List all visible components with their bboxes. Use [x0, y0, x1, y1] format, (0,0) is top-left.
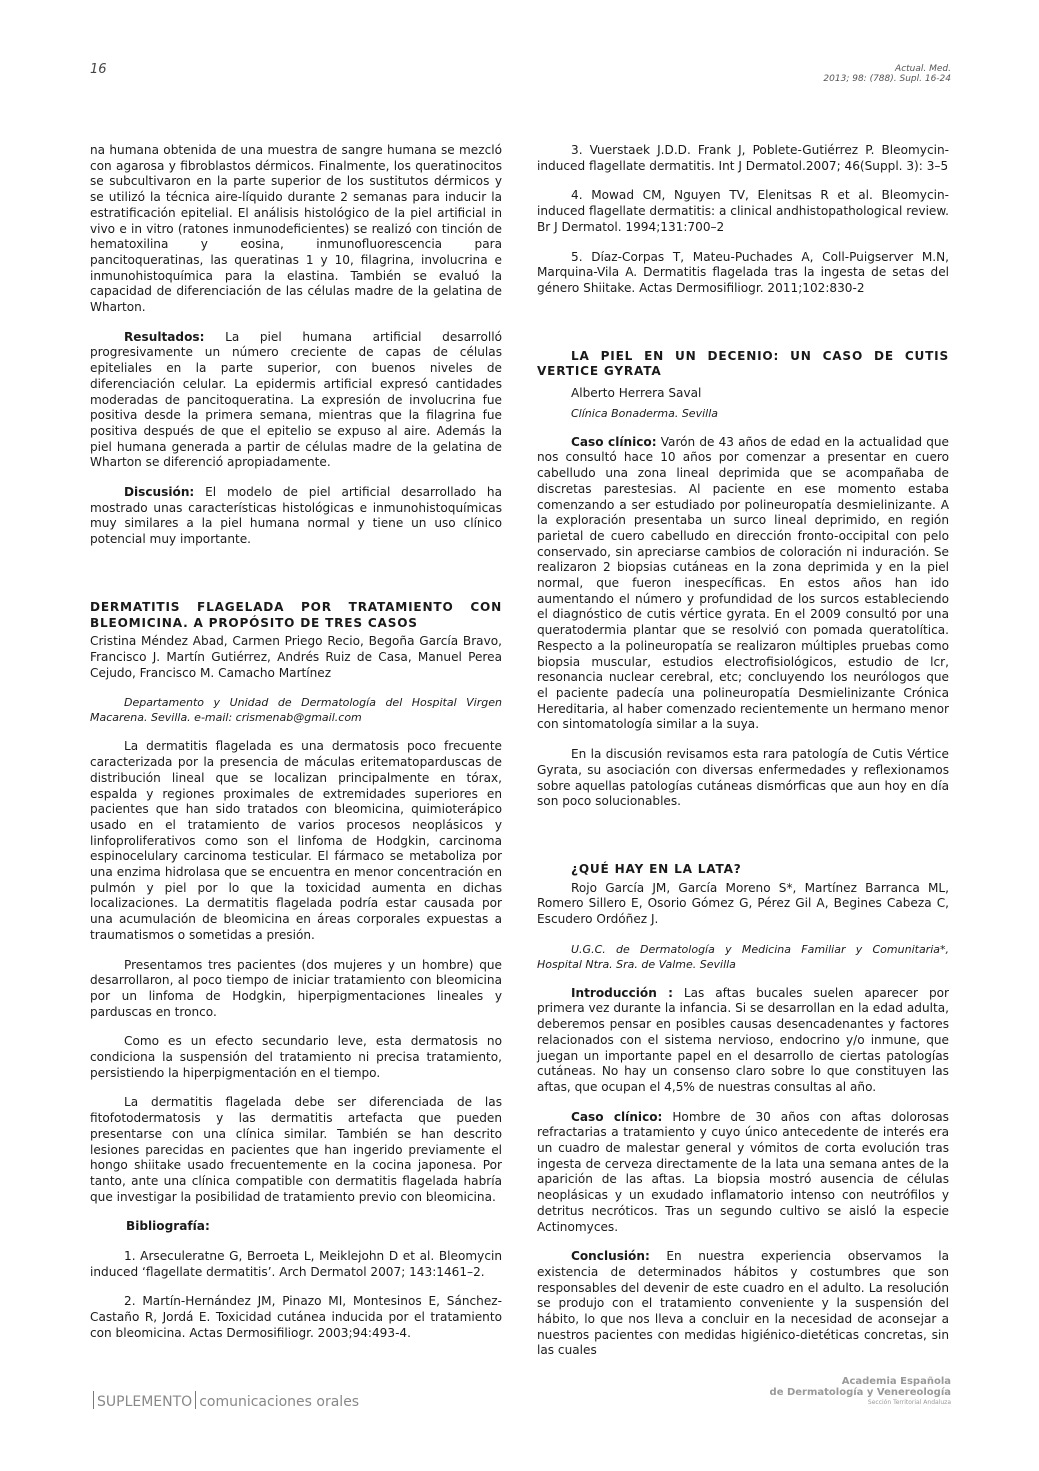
dermatitis-paragraph-2: Presentamos tres pacientes (dos mujeres y un hombre) que desarrollaron, al poco tiempo de iniciar tratamiento con bleomicina por un linfoma de Hodgkin, hiperpigmentaciones lineales y parduscas en tronco.	[90, 957, 502, 1019]
lata-case-paragraph	[537, 1110, 949, 1236]
journal-name: Actual. Med.	[895, 64, 951, 74]
lata-intro-paragraph	[537, 986, 949, 1096]
intro-text: Las aftas bucales suelen aparecer por primera vez durante la infancia. Si se desarrollan en la edad adulta, deberemos pensar en posibles causas desencadenantes y factores relacionados con el sistema nervioso, endocrino y/o inmune, que juegan un importante papel en el desarrollo de ciertas patologías cutáneas. No hay un consenso claro sobre lo que constituyen las aftas, que ocupan el 4,5% de nuestras consultas al año.	[537, 985, 949, 1094]
article-author-cutis: Alberto Herrera Saval	[571, 386, 702, 401]
article-title-dermatitis: DERMATITIS FLAGELADA POR TRATAMIENTO CON BLEOMICINA. A PROPÓSITO DE TRES CASOS	[90, 599, 502, 630]
footer-oral-communications: comunicaciones orales	[199, 1394, 360, 1410]
article-title-cutis: LA PIEL EN UN DECENIO: UN CASO DE CUTIS VERTICE GYRATA	[537, 348, 949, 379]
bibliography-heading: Bibliografía:	[126, 1219, 210, 1234]
case2-label: Caso clínico:	[571, 1109, 663, 1124]
conclusion-text: En nuestra experiencia observamos la existencia de determinados hábitos y costumbres que son responsables del devenir de este cuadro en el adulto. La resolución se produjo con el tratamiento conveniente y la suspensión del hábito, lo que nos lleva a concluir en la necesidad de aconsejar a nuestros pacientes con medidas higiénico-dietéticas concretas, sin las cuales	[537, 1249, 949, 1358]
article-affiliation-dermatitis: Departamento y Unidad de Dermatología del Hospital Virgen Macarena. Sevilla. e-mail: crismenab@gmail.com	[90, 696, 502, 725]
discussion-text: El modelo de piel artificial desarrollado ha mostrado unas características histológicas e inmunohistoquímicas muy similares a la piel humana normal y tiene un uso clínico potencial muy importante.	[90, 485, 502, 547]
dermatitis-paragraph-1: La dermatitis flagelada es una dermatosis poco frecuente caracterizada por la presencia de máculas eritematoparduscas de distribución lineal que se localizan principalmente en tórax, espalda y regiones proximales de extremidades superiores en pacientes que han sido tratados con bleomicina, quimioterápico usado en el tratamiento de varios procesos neoplásicos y linfoproliferativos como son el linfoma de Hodgkin, carcinoma espinocelulary carcinoma testicular. El fármaco se metaboliza por una enzima hidrolasa que se encuentra en menor concentración en pulmón y piel por lo que la toxicidad aumenta en dichas localizaciones. La dermatitis flagelada podría estar causada por una acumulación de bleomicina en áreas corporales expuestas a traumatismos o sometidas a presión.	[90, 739, 502, 942]
footer-section-label	[90, 1391, 359, 1410]
article-title-lata: ¿QUÉ HAY EN LA LATA?	[571, 861, 742, 876]
lata-conclusion-paragraph	[537, 1249, 949, 1359]
academy-logo	[770, 1376, 951, 1407]
discussion-paragraph	[90, 485, 502, 548]
article-affiliation-cutis: Clínica Bonaderma. Sevilla	[571, 406, 718, 420]
intro-label: Introducción :	[571, 985, 673, 1000]
page-number: 16	[90, 62, 107, 77]
academy-name-line2: de Dermatología y Venereología	[769, 1387, 951, 1398]
article-authors-lata: Rojo García JM, García Moreno S*, Martínez Barranca ML, Romero Sillero E, Osorio Gómez G, Pérez Gil A, Begines Cabeza C, Escudero Ordóñez J.	[537, 880, 949, 927]
results-paragraph	[90, 330, 502, 471]
cutis-discussion-paragraph: En la discusión revisamos esta rara patología de Cutis Vértice Gyrata, su asociación con diversas enfermedades y reflexionamos sobre aquellas patologías cutáneas dismórficas que aun hoy en día son poco solucionables.	[537, 747, 949, 809]
conclusion-label: Conclusión:	[571, 1249, 650, 1264]
footer-supplement: SUPLEMENTO	[97, 1394, 193, 1410]
discussion-label: Discusión:	[124, 485, 195, 500]
reference-2: 2. Martín-Hernández JM, Pinazo MI, Montesinos E, Sánchez-Castaño R, Jordá E. Toxicidad cutánea inducida por el tratamiento con bleomicina. Actas Dermosifiliogr. 2003;94:493-4.	[90, 1294, 502, 1340]
results-label: Resultados:	[124, 329, 205, 344]
case-label: Caso clínico:	[571, 434, 657, 449]
dermatitis-paragraph-3: Como es un efecto secundario leve, esta dermatosis no condiciona la suspensión del tratamiento ni precisa tratamiento, persistiendo la hiperpigmentación en el tiempo.	[90, 1034, 502, 1080]
reference-1: 1. Arseculeratne G, Berroeta L, Meiklejohn D et al. Bleomycin induced ‘flagellate dermatitis’. Arch Dermatol 2007; 143:1461–2.	[90, 1249, 502, 1279]
cutis-case-paragraph	[537, 435, 949, 733]
results-text: La piel humana artificial desarrolló progresivamente un número creciente de capas de células epiteliales en la parte superior, con buenos niveles de diferenciación celular. La epidermis artificial expresó cantidades moderadas de pancitoqueratina. La expresión de involucrina fue positiva desde la primera semana, mientras que la filagrina fue positiva después de que el epitelio se expuso al aire. Además la piel humana generada a partir de células madre de la gelatina de Wharton se diferenció apropiadamente.	[90, 329, 502, 470]
article-affiliation-lata: U.G.C. de Dermatología y Medicina Familiar y Comunitaria*, Hospital Ntra. Sra. de Valme. Sevilla	[537, 942, 949, 971]
right-column	[537, 143, 949, 1373]
reference-4: 4. Mowad CM, Nguyen TV, Elenitsas R et al. Bleomycin-induced flagellate dermatitis: a clinical andhistopathological review. Br J Dermatol. 1994;131:700–2	[537, 188, 949, 234]
reference-3: 3. Vuerstaek J.D.D. Frank J, Poblete-Gutiérrez P. Bleomycin-induced flagellate dermatitis. Int J Dermatol.2007; 46(Suppl. 3): 3–5	[537, 143, 949, 173]
case-text: Varón de 43 años de edad en la actualidad que nos consultó hace 10 años por comenzar a presentar en cuero cabelludo una zona lineal deprimida que se acompañaba de discretas parestesias. Al paciente en ese momento estaba comenzando a ser estudiado por polineuropatía desmielinizante. A la exploración presentaba un surco lineal deprimido, en región parietal de cuero cabelludo en dirección fronto-occipital con pelo conservado, sin apreciarse cambios de coloración ni induración. Se realizaron 2 biopsias cutáneas en la zona deprimida y en la piel normal, que fueron inespecíficas. En estos años han ido aumentando el número y profundidad de los surcos estableciendo el diagnóstico de cutis vértice gyrata. En el 2009 consultó por una queratodermia plantar que se resolvió con pomada queratolítica. Respecto a la polineuropatía se realizaron múltiples pruebas como biopsia muscular, estudios electrofisiológicos, estudio de lcr, resonancia nuclear cerebral, etc; concluyendo los neurólogos que el paciente padecía una polineuropatía Desmielinizante Crónica Hereditaria, al haber comenzado recientemente un hermano menor con sintomatología similar a la suya.	[537, 434, 949, 732]
case2-text: Hombre de 30 años con aftas dolorosas refractarias a tratamiento y cuyo único antecedente de interés era un cuadro de malestar general y vómitos de corta evolución tras ingesta de cerveza directamente de la lata una semana antes de la aparición de las aftas. La biopsia mostró ausencia de células neoplásicas y un exudado inflamatorio intenso con neutrófilos y detritus necróticos. Tras un segundo cultivo se aisló la especie Actinomyces.	[537, 1109, 949, 1234]
reference-5: 5. Díaz-Corpas T, Mateu-Puchades A, Coll-Puigserver M.N, Marquina-Vila A. Dermatitis flagelada tras la ingesta de setas del género Shiitake. Actas Dermosifiliogr. 2011;102:830-2	[537, 249, 949, 295]
methods-paragraph: na humana obtenida de una muestra de sangre humana se mezcló con agarosa y fibroblastos dérmicos. Finalmente, los queratinocitos se subcultivaron en la parte superior de los sustitutos dérmicos y se utilizó la técnica aire-líquido durante 2 semanas para inducir la estratificación epitelial. El análisis histológico de la piel artificial in vivo e in vitro (ratones inmunodeficientes) se realizó con tinción de hematoxilina y eosina, inmunofluorescencia para pancitoqueratinas, las queratinas 1 y 10, filagrina, involucrina e inmunohistoquímica para la elastina. También se evaluó la capacidad de diferenciación de las células madre de la gelatina de Wharton.	[90, 143, 502, 315]
left-column	[90, 143, 502, 1356]
journal-citation	[823, 64, 951, 84]
academy-name-line1: Academia Española	[841, 1376, 951, 1387]
journal-volume: 2013; 98: (788). Supl. 16-24	[823, 74, 951, 84]
article-authors-dermatitis: Cristina Méndez Abad, Carmen Priego Recio, Begoña García Bravo, Francisco J. Martín Gutiérrez, Andrés Ruiz de Casa, Manuel Perea Cejudo, Francisco M. Camacho Martínez	[90, 634, 502, 680]
academy-section: Sección Territorial Andaluza	[867, 1399, 951, 1406]
dermatitis-paragraph-4: La dermatitis flagelada debe ser diferenciada de las fitofotodermatosis y las dermatitis artefacta que pueden presentarse con una clínica similar. También se han descrito lesiones parecidas en pacientes que han ingerido previamente el hongo shiitake usado frecuentemente en la cocina japonesa. Por tanto, ante una clínica compatible con dermatitis flagelada habría que investigar la posibilidad de tratamiento previo con bleomicina.	[90, 1095, 502, 1204]
